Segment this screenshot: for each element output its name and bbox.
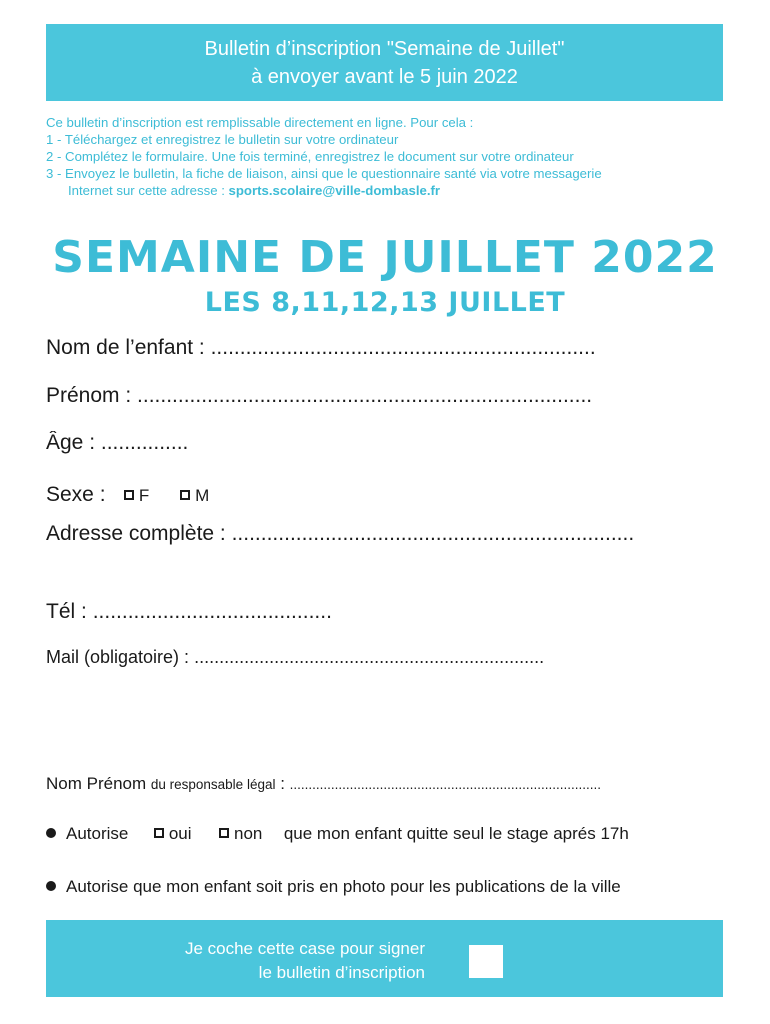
sexe-label: Sexe : — [46, 483, 112, 506]
nom-enfant-input[interactable]: .................................................................. — [210, 336, 596, 359]
sexe-field — [46, 483, 209, 507]
responsable-label-c: : — [275, 774, 290, 793]
mail-label: Mail (obligatoire) : — [46, 647, 195, 667]
prenom-field[interactable] — [46, 384, 592, 408]
sexe-m-checkbox[interactable] — [180, 490, 190, 500]
tel-label: Tél : — [46, 600, 93, 623]
sexe-m-label: M — [195, 486, 210, 505]
age-input[interactable]: ............... — [100, 431, 189, 454]
header-title: Bulletin d’inscription "Semaine de Juillet" — [204, 38, 565, 60]
age-field[interactable] — [46, 431, 188, 455]
page-title: SEMAINE DE JUILLET 2022 — [52, 232, 718, 283]
non-label: non — [234, 824, 263, 843]
autorise-sortie-row — [46, 824, 629, 844]
oui-checkbox[interactable] — [154, 828, 164, 838]
tel-field[interactable] — [46, 600, 332, 624]
autorise-photo-row — [46, 877, 621, 897]
bullet-icon — [46, 881, 56, 891]
contact-email[interactable]: sports.scolaire@ville-dombasle.fr — [228, 183, 441, 198]
autorise-photo-text: Autorise que mon enfant soit pris en photo pour les publications de la ville — [66, 877, 621, 896]
instructions-step-2: 2 - Complétez le formulaire. Une fois terminé, enregistrez le document sur votre ordinateur — [46, 149, 574, 164]
mail-input[interactable]: ...................................................................... — [194, 647, 545, 667]
page-subtitle-dates: LES 8,11,12,13 JUILLET — [204, 287, 566, 318]
responsable-label-a: Nom Prénom — [46, 774, 151, 793]
nom-enfant-label: Nom de l’enfant : — [46, 336, 211, 359]
oui-label: oui — [168, 824, 192, 843]
signature-text — [185, 937, 425, 985]
header-deadline: à envoyer avant le 5 juin 2022 — [251, 66, 518, 88]
signature-line-1: Je coche cette case pour signer — [184, 939, 425, 958]
instructions-intro: Ce bulletin d’inscription est remplissable directement en ligne. Pour cela : — [46, 115, 474, 130]
autorise-label: Autorise — [66, 824, 129, 843]
adresse-field[interactable] — [46, 522, 634, 546]
nom-enfant-field[interactable] — [46, 336, 596, 360]
responsable-label-b: du responsable légal — [150, 777, 276, 792]
signature-checkbox[interactable] — [469, 945, 503, 978]
sexe-f-checkbox[interactable] — [124, 490, 134, 500]
bullet-icon — [46, 828, 56, 838]
adresse-label: Adresse complète : — [46, 522, 232, 545]
tel-input[interactable]: ......................................... — [92, 600, 332, 623]
mail-field[interactable] — [46, 647, 544, 668]
non-checkbox[interactable] — [219, 828, 229, 838]
prenom-input[interactable]: .............................................................................. — [137, 384, 593, 407]
instructions-step-3-cont — [46, 182, 726, 199]
signature-line-2: le bulletin d’inscription — [258, 963, 425, 982]
instructions-step-1: 1 - Téléchargez et enregistrez le bulletin sur votre ordinateur — [46, 132, 399, 147]
instructions — [46, 114, 726, 199]
sexe-f-label: F — [138, 486, 150, 505]
autorise-suffix: que mon enfant quitte seul le stage aprés 17h — [283, 824, 629, 843]
adresse-input[interactable]: ..................................................................... — [231, 522, 635, 545]
age-label: Âge : — [46, 431, 101, 454]
prenom-label: Prénom : — [46, 384, 138, 407]
header-banner — [46, 24, 723, 101]
responsable-input[interactable]: ................................................................................... — [289, 777, 601, 792]
signature-banner — [46, 920, 723, 997]
instructions-address-label: Internet sur cette adresse : — [68, 183, 229, 198]
responsable-field[interactable] — [46, 774, 720, 794]
instructions-step-3: 3 - Envoyez le bulletin, la fiche de liaison, ainsi que le questionnaire santé via votre messagerie — [46, 166, 602, 181]
